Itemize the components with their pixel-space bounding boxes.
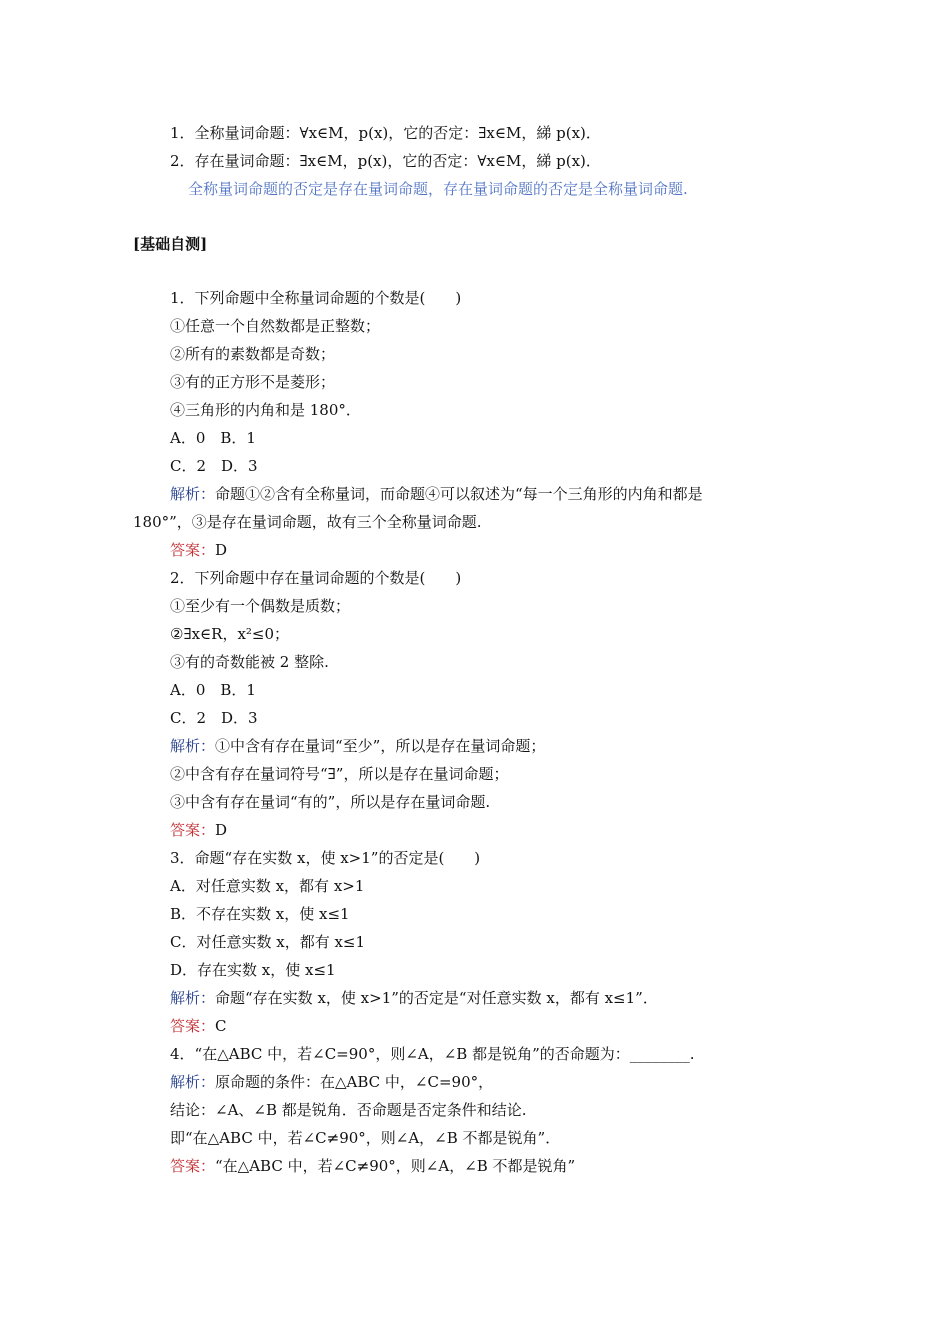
q1-item-3: ③有的正方形不是菱形； — [170, 373, 336, 391]
q4-analysis-text-1: 原命题的条件：在△ABC 中，∠C=90°， — [215, 1073, 494, 1091]
q4-analysis-line-3: 即“在△ABC 中，若∠C≠90°，则∠A，∠B 不都是锐角”． — [170, 1129, 561, 1147]
q1-item-4: ④三角形的内角和是 180°． — [170, 401, 361, 419]
q3-analysis-label: 解析： — [170, 989, 216, 1007]
q4-analysis-line-2: 结论：∠A、∠B 都是锐角．否命题是否定条件和结论. — [170, 1101, 527, 1119]
q1-answer-label: 答案： — [170, 541, 216, 559]
q2-analysis-line-3: ③中含有存在量词“有的”，所以是存在量词命题. — [170, 793, 491, 811]
q2-item-3: ③有的奇数能被 2 整除. — [170, 653, 329, 671]
q3-answer-label: 答案： — [170, 1017, 216, 1035]
q1-item-2: ②所有的素数都是奇数； — [170, 345, 336, 363]
q3-option-c: C．对任意实数 x，都有 x≤1 — [170, 933, 366, 951]
q1-answer: D — [215, 541, 228, 559]
q4-answer-line — [170, 1156, 575, 1176]
q4-stem: 4．“在△ABC 中，若∠C=90°，则∠A，∠B 都是锐角”的否命题为：________. — [170, 1045, 695, 1063]
q3-stem: 3．命题“存在实数 x，使 x>1”的否定是( ) — [170, 849, 481, 867]
summary-note: 全称量词命题的否定是存在量词命题，存在量词命题的否定是全称量词命题. — [188, 180, 688, 198]
q1-analysis-text-1: 命题①②含有全称量词，而命题④可以叙述为“每一个三角形的内角和都是 — [215, 485, 703, 503]
q1-analysis-line-1 — [170, 484, 703, 504]
q2-answer-label: 答案： — [170, 821, 216, 839]
q2-options-cd: C．2 D．3 — [170, 709, 258, 727]
q3-answer: C — [215, 1017, 227, 1035]
q4-answer: “在△ABC 中，若∠C≠90°，则∠A，∠B 不都是锐角” — [215, 1157, 576, 1175]
q2-stem: 2．下列命题中存在量词命题的个数是( ) — [170, 569, 462, 587]
q2-analysis-text-1: ①中含有存在量词“至少”，所以是存在量词命题； — [215, 737, 546, 755]
q2-item-1: ①至少有一个偶数是质数； — [170, 597, 351, 615]
summary-line-2: 2．存在量词命题：∃x∈M，p(x)，它的否定：∀x∈M，綈 p(x)． — [170, 152, 601, 170]
q3-analysis-line-1 — [170, 988, 658, 1008]
q2-options-ab: A．0 B．1 — [170, 681, 256, 699]
q1-analysis-line-2: 180°”，③是存在量词命题，故有三个全称量词命题. — [133, 513, 482, 531]
q4-answer-label: 答案： — [170, 1157, 216, 1175]
q1-analysis-label: 解析： — [170, 485, 216, 503]
q3-answer-line — [170, 1016, 227, 1036]
q2-answer-line — [170, 820, 227, 840]
q2-analysis-label: 解析： — [170, 737, 216, 755]
q3-option-b: B．不存在实数 x，使 x≤1 — [170, 905, 350, 923]
q1-answer-line — [170, 540, 227, 560]
q2-analysis-line-1 — [170, 736, 545, 756]
q1-options-ab: A．0 B．1 — [170, 429, 256, 447]
q2-analysis-line-2: ②中含有存在量词符号“∃”，所以是存在量词命题； — [170, 765, 509, 783]
q2-answer: D — [215, 821, 228, 839]
q3-analysis-text-1: 命题“存在实数 x，使 x>1”的否定是“对任意实数 x，都有 x≤1”． — [215, 989, 658, 1007]
q4-analysis-label: 解析： — [170, 1073, 216, 1091]
q4-analysis-line-1 — [170, 1072, 493, 1092]
q1-options-cd: C．2 D．3 — [170, 457, 258, 475]
q1-item-1: ①任意一个自然数都是正整数； — [170, 317, 381, 335]
summary-line-1: 1．全称量词命题：∀x∈M，p(x)，它的否定：∃x∈M，綈 p(x)． — [170, 124, 601, 142]
q2-item-2: ②∃x∈R，x²≤0； — [170, 625, 290, 643]
q1-stem: 1．下列命题中全称量词命题的个数是( ) — [170, 289, 462, 307]
q3-option-d: D．存在实数 x，使 x≤1 — [170, 961, 336, 979]
section-title: [基础自测] — [133, 235, 208, 253]
q3-option-a: A．对任意实数 x，都有 x>1 — [170, 877, 365, 895]
